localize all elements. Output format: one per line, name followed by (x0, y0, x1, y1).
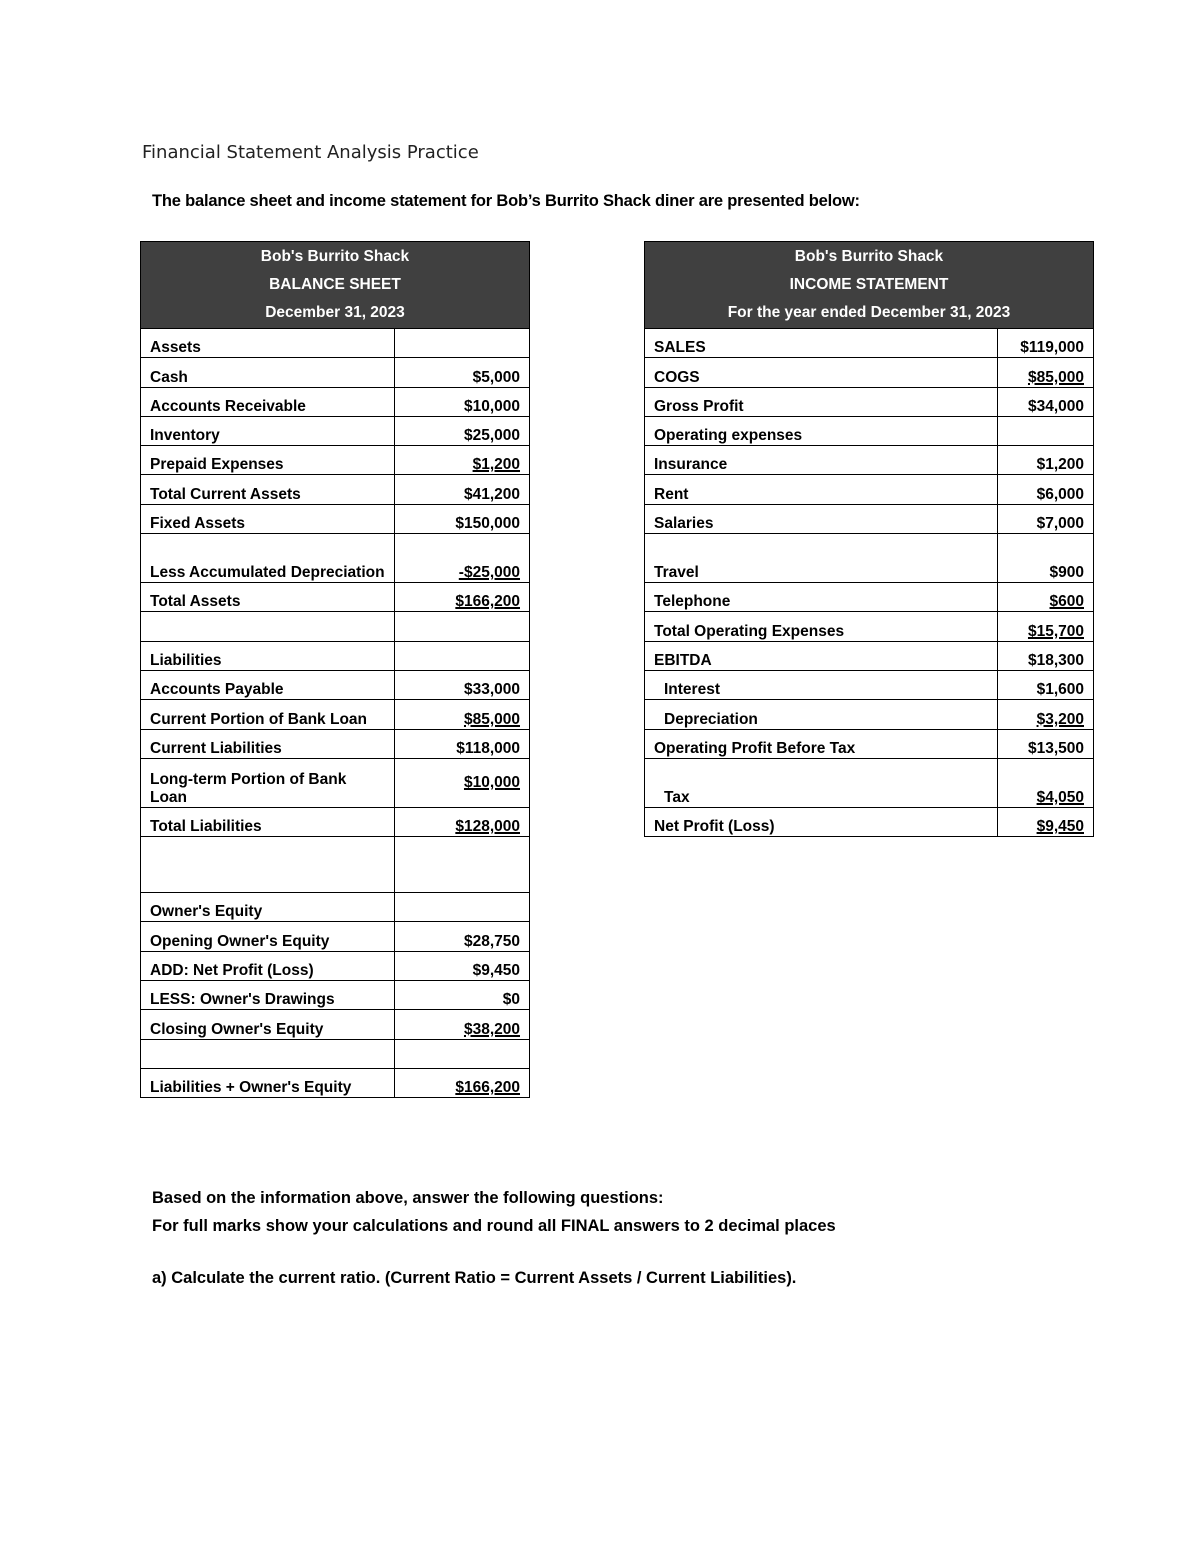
row-value: $28,750 (395, 922, 530, 951)
balance-sheet-company: Bob's Burrito Shack (260, 248, 410, 265)
row-label: Prepaid Expenses (141, 446, 395, 475)
question-a: a) Calculate the current ratio. (Current Ratio = Current Assets / Current Liabilities). (152, 1269, 797, 1287)
table-row (141, 1010, 530, 1039)
row-label: COGS (645, 358, 998, 387)
row-value: $6,000 (998, 475, 1094, 504)
row-label: Insurance (645, 446, 998, 475)
row-value: $166,200 (395, 1068, 530, 1097)
row-label (141, 837, 395, 893)
table-row (645, 475, 1094, 504)
questions-intro: Based on the information above, answer the following questions: (152, 1189, 664, 1207)
intro-text: The balance sheet and income statement for Bob’s Burrito Shack diner are presented below: (152, 192, 860, 210)
row-value (395, 641, 530, 670)
table-row (645, 758, 1094, 807)
table-row (645, 504, 1094, 533)
row-value: $18,300 (998, 641, 1094, 670)
row-label: LESS: Owner's Drawings (141, 981, 395, 1010)
row-value: $166,200 (395, 583, 530, 612)
table-row (141, 641, 530, 670)
income-statement-company: Bob's Burrito Shack (794, 248, 944, 265)
table-row (141, 1068, 530, 1097)
row-label: Owner's Equity (141, 893, 395, 922)
row-label: Fixed Assets (141, 504, 395, 533)
row-label: Cash (141, 358, 395, 387)
row-label: Total Assets (141, 583, 395, 612)
row-value: $38,200 (395, 1010, 530, 1039)
table-row (645, 641, 1094, 670)
table-row (141, 837, 530, 893)
table-row (141, 612, 530, 641)
table-row (645, 358, 1094, 387)
table-row (141, 358, 530, 387)
row-value: $10,000 (395, 758, 530, 807)
table-row (141, 729, 530, 758)
row-value (395, 1039, 530, 1068)
table-row (141, 475, 530, 504)
row-label: Travel (645, 534, 998, 583)
row-label: Closing Owner's Equity (141, 1010, 395, 1039)
row-value (395, 837, 530, 893)
balance-sheet-header (141, 242, 530, 329)
table-row (141, 446, 530, 475)
row-label: Inventory (141, 416, 395, 445)
row-value: $1,600 (998, 670, 1094, 699)
row-label: Depreciation (645, 700, 998, 729)
row-label: ADD: Net Profit (Loss) (141, 951, 395, 980)
row-value: $1,200 (395, 446, 530, 475)
table-row (141, 922, 530, 951)
questions-instructions (152, 1184, 836, 1240)
row-value: $150,000 (395, 504, 530, 533)
row-value: $0 (395, 981, 530, 1010)
row-label: Liabilities (141, 641, 395, 670)
row-value: $900 (998, 534, 1094, 583)
table-row (141, 700, 530, 729)
table-row (141, 583, 530, 612)
row-label: Rent (645, 475, 998, 504)
table-row (141, 504, 530, 533)
row-value: $3,200 (998, 700, 1094, 729)
income-statement-header (645, 242, 1094, 329)
row-label: SALES (645, 329, 998, 358)
row-value: $1,200 (998, 446, 1094, 475)
row-label: Assets (141, 329, 395, 358)
income-statement-title: INCOME STATEMENT (789, 276, 949, 293)
row-label: Operating expenses (645, 416, 998, 445)
row-value: $85,000 (395, 700, 530, 729)
row-label: Total Operating Expenses (645, 612, 998, 641)
row-value: -$25,000 (395, 534, 530, 583)
table-row (141, 416, 530, 445)
row-value: $118,000 (395, 729, 530, 758)
row-label: EBITDA (645, 641, 998, 670)
row-value: $4,050 (998, 758, 1094, 807)
row-value: $119,000 (998, 329, 1094, 358)
row-value (395, 612, 530, 641)
row-label: Total Liabilities (141, 807, 395, 836)
row-value: $5,000 (395, 358, 530, 387)
row-value: $33,000 (395, 670, 530, 699)
table-row (645, 670, 1094, 699)
row-value: $128,000 (395, 807, 530, 836)
row-label: Long-term Portion of Bank Loan (141, 758, 395, 807)
table-row (141, 893, 530, 922)
table-row (141, 981, 530, 1010)
row-value: $25,000 (395, 416, 530, 445)
row-label: Opening Owner's Equity (141, 922, 395, 951)
row-label: Accounts Receivable (141, 387, 395, 416)
table-row (645, 387, 1094, 416)
row-value: $9,450 (395, 951, 530, 980)
row-label: Interest (645, 670, 998, 699)
row-label: Accounts Payable (141, 670, 395, 699)
row-label: Less Accumulated Depreciation (141, 534, 395, 583)
income-statement-table (644, 241, 1094, 837)
income-statement-period: For the year ended December 31, 2023 (727, 304, 1011, 321)
table-row (645, 446, 1094, 475)
row-value: $7,000 (998, 504, 1094, 533)
row-label: Salaries (645, 504, 998, 533)
row-label: Liabilities + Owner's Equity (141, 1068, 395, 1097)
table-row (141, 534, 530, 583)
row-label (141, 1039, 395, 1068)
row-label: Total Current Assets (141, 475, 395, 504)
row-value (395, 893, 530, 922)
row-value: $34,000 (998, 387, 1094, 416)
row-value (998, 416, 1094, 445)
table-row (141, 329, 530, 358)
row-label: Telephone (645, 583, 998, 612)
row-label: Gross Profit (645, 387, 998, 416)
row-label: Operating Profit Before Tax (645, 729, 998, 758)
table-row (645, 416, 1094, 445)
row-value: $41,200 (395, 475, 530, 504)
row-value: $600 (998, 583, 1094, 612)
row-value (395, 329, 530, 358)
table-row (141, 1039, 530, 1068)
balance-sheet-title: BALANCE SHEET (269, 276, 401, 293)
questions-marks-note: For full marks show your calculations and round all FINAL answers to 2 decimal places (152, 1217, 836, 1235)
table-row (141, 807, 530, 836)
row-label: Current Liabilities (141, 729, 395, 758)
table-row (645, 700, 1094, 729)
page-title: Financial Statement Analysis Practice (142, 142, 479, 163)
balance-sheet-date: December 31, 2023 (265, 304, 405, 321)
table-row (645, 583, 1094, 612)
row-label: Current Portion of Bank Loan (141, 700, 395, 729)
table-row (645, 534, 1094, 583)
row-value: $13,500 (998, 729, 1094, 758)
row-value: $10,000 (395, 387, 530, 416)
table-row (141, 387, 530, 416)
table-row (645, 329, 1094, 358)
table-row (141, 670, 530, 699)
table-row (141, 951, 530, 980)
table-row (141, 758, 530, 807)
balance-sheet-table (140, 241, 530, 1098)
row-label: Net Profit (Loss) (645, 807, 998, 836)
table-row (645, 807, 1094, 836)
row-label (141, 612, 395, 641)
table-row (645, 729, 1094, 758)
row-label: Tax (645, 758, 998, 807)
table-row (645, 612, 1094, 641)
row-value: $9,450 (998, 807, 1094, 836)
row-value: $85,000 (998, 358, 1094, 387)
row-value: $15,700 (998, 612, 1094, 641)
